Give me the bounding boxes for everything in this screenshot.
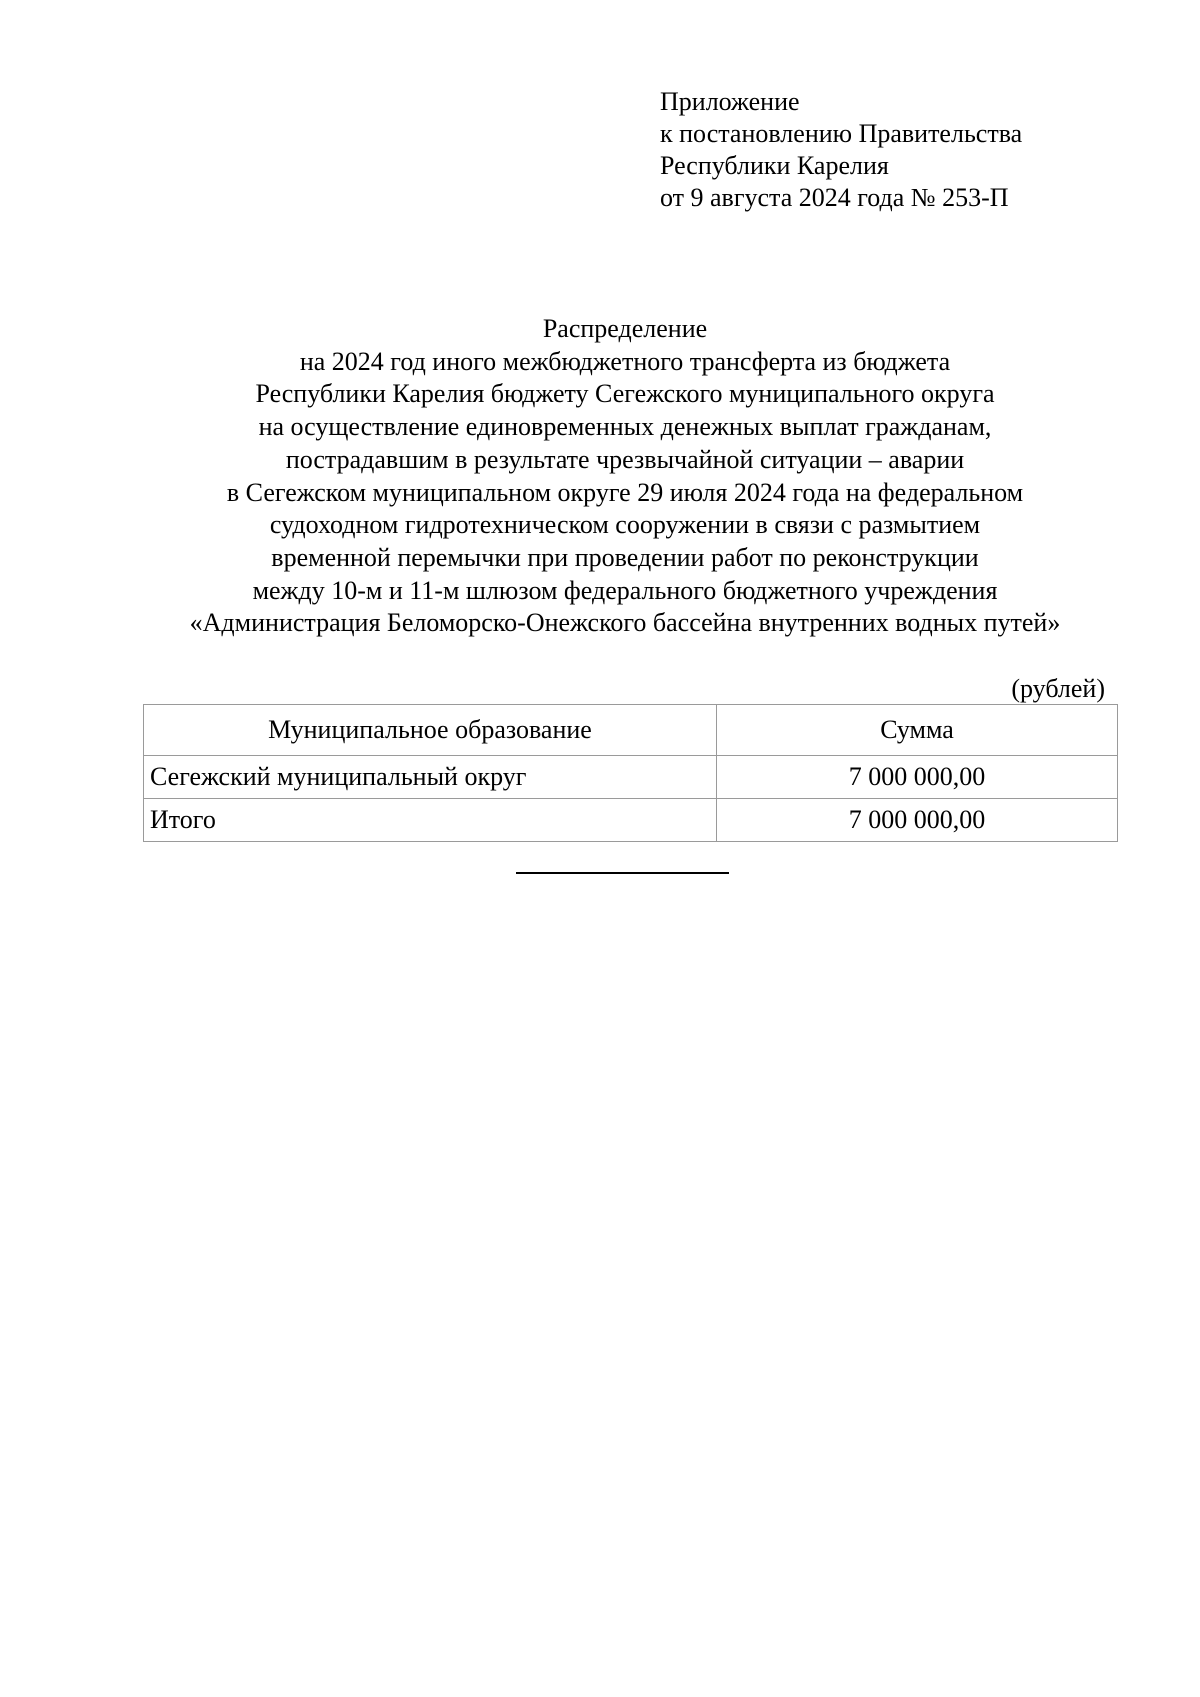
appendix-line: Республики Карелия bbox=[660, 151, 889, 180]
title-line: временной перемычки при проведении работ по реконструкции bbox=[271, 542, 979, 572]
appendix-line: к постановлению Правительства bbox=[660, 119, 1023, 148]
total-amount-cell: 7 000 000,00 bbox=[717, 799, 1118, 842]
column-header-amount: Сумма bbox=[717, 705, 1118, 756]
municipality-cell: Сегежский муниципальный округ bbox=[144, 756, 717, 799]
title-line: пострадавшим в результате чрезвычайной ситуации – аварии bbox=[285, 444, 965, 474]
document-title bbox=[0, 313, 1200, 640]
title-line: судоходном гидротехническом сооружении в связи с размытием bbox=[269, 510, 981, 540]
title-line: в Сегежском муниципальном округе 29 июля 2024 года на федеральном bbox=[226, 477, 1024, 507]
amount-cell: 7 000 000,00 bbox=[717, 756, 1118, 799]
total-label-cell: Итого bbox=[144, 799, 717, 842]
appendix-line: Приложение bbox=[660, 87, 800, 116]
table-header-row bbox=[144, 705, 1118, 756]
title-line: на 2024 год иного межбюджетного трансферта из бюджета bbox=[299, 346, 951, 376]
table-total-row bbox=[144, 799, 1118, 842]
title-line: Республики Карелия бюджету Сегежского муниципального округа bbox=[255, 379, 995, 409]
appendix-date-line: от 9 августа 2024 года № 253-П bbox=[660, 183, 1009, 212]
appendix-block bbox=[660, 86, 1022, 214]
column-header-municipality: Муниципальное образование bbox=[144, 705, 717, 756]
distribution-table bbox=[143, 704, 1118, 842]
end-divider bbox=[516, 872, 729, 874]
title-line: на осуществление единовременных денежных выплат гражданам, bbox=[258, 412, 992, 442]
title-heading: Распределение bbox=[542, 314, 708, 343]
units-label: (рублей) bbox=[1011, 674, 1105, 703]
table-row bbox=[144, 756, 1118, 799]
title-line: «Администрация Беломорско-Онежского бассейна внутренних водных путей» bbox=[189, 608, 1061, 638]
title-line: между 10-м и 11-м шлюзом федерального бюджетного учреждения bbox=[252, 575, 998, 605]
